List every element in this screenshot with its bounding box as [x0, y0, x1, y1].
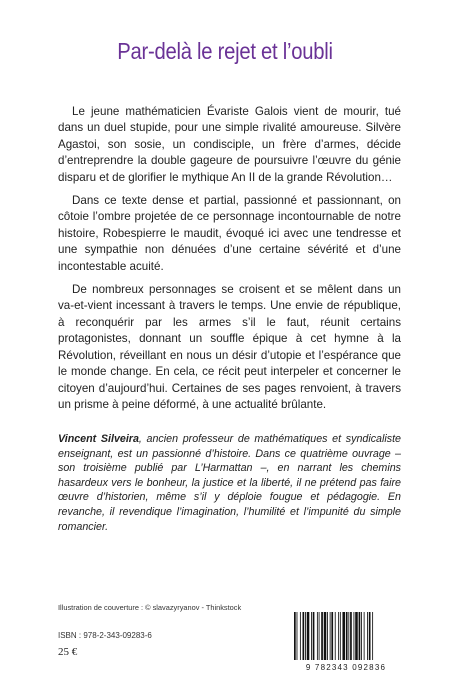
illustration-credit: Illustration de couverture : © slavazyryanov - Thinkstock: [58, 603, 242, 612]
barcode-bar: [359, 612, 361, 660]
barcode-bar: [348, 612, 349, 660]
barcode-bar: [324, 612, 327, 660]
barcode-bar: [330, 612, 331, 660]
barcode-bar: [354, 612, 355, 660]
barcode-bar: [303, 612, 305, 660]
barcode-bar: [313, 612, 315, 660]
barcode-bar: [350, 612, 352, 660]
barcode-digits: 9 782343 092836: [305, 663, 387, 672]
price: 25 €: [58, 646, 78, 658]
barcode-bar: [317, 612, 318, 660]
barcode-bar: [305, 612, 306, 660]
barcode-bar: [327, 612, 328, 660]
barcode-graphic: [292, 612, 400, 660]
barcode-bar: [342, 612, 345, 660]
barcode-bar: [369, 612, 371, 660]
barcode-bar: [335, 612, 336, 660]
barcode: [292, 612, 400, 660]
author-bio: [58, 432, 401, 534]
barcode-bar: [321, 612, 323, 660]
barcode-bar: [355, 612, 358, 660]
barcode-bar: [300, 612, 301, 660]
summary-paragraph: Dans ce texte dense et partial, passionné et passionnant, on côtoie l’ombre projetée de ce personnage incontournable de notre histoire, Robespierre le maudit, évoqué ici avec une tendresse et une sympathie non dénuées d’une certaine sévérité et d’une incontestable acuité.: [58, 194, 401, 273]
barcode-bar: [294, 612, 296, 660]
book-title: Par-delà le rejet et l’oubli: [117, 38, 333, 64]
barcode-bar: [338, 612, 339, 660]
barcode-bar: [372, 612, 373, 660]
summary-paragraph: De nombreux personnages se croisent et se mêlent dans un va-et-vient incessant à travers le temps. Une envie de république, à reconquérir par les armes s’il le faut, réunit certains protagonistes, donnant un souffle épique à cet hymne à la Révolution, réveillant en nous un désir d’utopie et l’espérance que le monde change. En cela, ce récit peut interpeler et concerner le citoyen d’aujourd’hui. Certaines de ses pages renvoient, à travers un prisme à peine déformé, à une actualité brûlante.: [58, 283, 401, 411]
isbn: ISBN : 978-2-343-09283-6: [58, 631, 152, 640]
barcode-bar: [367, 612, 368, 660]
author-name: Vincent Silveira: [58, 433, 139, 445]
barcode-bar: [331, 612, 333, 660]
barcode-bar: [297, 612, 298, 660]
barcode-bar: [319, 612, 320, 660]
summary-text: [58, 104, 401, 420]
barcode-bar: [364, 612, 365, 660]
barcode-bar: [361, 612, 362, 660]
barcode-bar: [311, 612, 312, 660]
summary-paragraph: Le jeune mathématicien Évariste Galois vient de mourir, tué dans un duel stupide, pour une simple rivalité amoureuse. Silvère Agastoi, son sosie, un condisciple, un frère d’armes, décide d’entreprendre la double gageure de poursuivre l’œuvre du génie disparu et de glorifier le mythique An II de la grande Révolution…: [58, 105, 401, 184]
barcode-bar: [340, 612, 341, 660]
barcode-bar: [346, 612, 348, 660]
author-bio-text: , ancien professeur de mathématiques et syndicaliste enseignant, est un passionné d’histoire. Dans ce quatrième ouvrage – son troisième publié par L’Harmattan –, en narrant les chemins hasardeux vers le bonheur, la justice et la liberté, il ne prétend pas faire œuvre d’historien, même s’il y déploie fougue et pédagogie. En revanche, il revendique l’imagination, l’humilité et l’impunité du simple romancier.: [58, 433, 401, 533]
barcode-bar: [307, 612, 310, 660]
